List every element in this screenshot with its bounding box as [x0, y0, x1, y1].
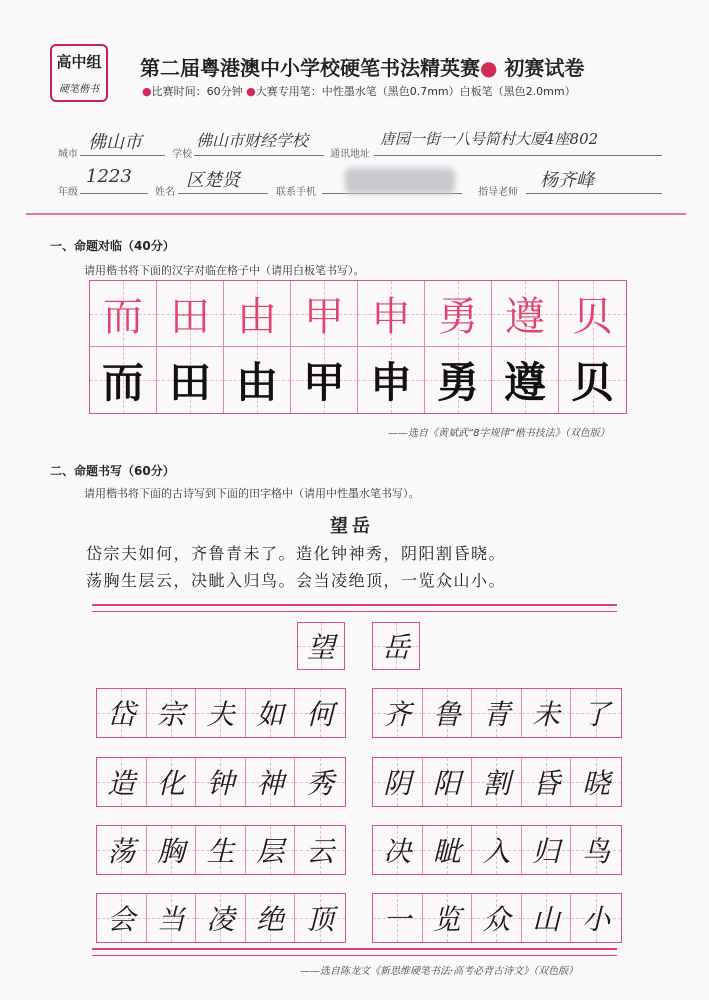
address-label: 通讯地址 [330, 149, 370, 160]
answer-cell[interactable] [472, 894, 522, 942]
school-value[interactable]: 佛山市财经学校 [196, 131, 309, 150]
written-char: 而 [101, 358, 144, 407]
answer-cell[interactable] [147, 894, 197, 942]
section1-instruction: 请用楷书将下面的汉字对临在格子中（请用白板笔书写）。 [84, 264, 365, 277]
model-char: 而 [103, 294, 143, 340]
poem-grid [96, 893, 346, 943]
written-char: 众 [482, 903, 511, 936]
model-char: 申 [371, 294, 411, 340]
answer-cell[interactable] [97, 758, 147, 806]
model-char: 遵 [505, 294, 545, 340]
written-char: 昏 [532, 767, 561, 800]
poem-grid [372, 893, 622, 943]
model-cell [291, 281, 358, 347]
name-value[interactable]: 区楚贤 [186, 170, 240, 191]
written-char: 阳 [432, 767, 461, 800]
model-char: 甲 [304, 294, 344, 340]
answer-cell[interactable] [571, 894, 621, 942]
model-char: 勇 [438, 294, 478, 340]
model-char: 田 [170, 294, 210, 340]
answer-cell[interactable] [196, 758, 246, 806]
answer-cell[interactable] [90, 347, 157, 413]
city-label: 城市 [58, 149, 78, 160]
exam-time: 比赛时间：60分钟 [151, 85, 243, 98]
written-char: 化 [156, 767, 185, 800]
title-dot: ● [480, 56, 498, 80]
city-line [80, 155, 165, 156]
badge-group: 高中组 [56, 53, 102, 71]
answer-cell[interactable] [373, 758, 423, 806]
written-char: 览 [432, 903, 461, 936]
title-grid [297, 622, 345, 670]
teacher-label: 指导老师 [478, 187, 518, 198]
city-value[interactable]: 佛山市 [88, 132, 142, 153]
exam-pens: 大赛专用笔：中性墨水笔（黑色0.7mm）白板笔（黑色2.0mm） [255, 85, 576, 98]
poem-line: 荡胸生层云，决眦入归鸟。会当凌绝顶，一览众山小。 [86, 571, 507, 590]
model-cell [492, 281, 559, 347]
model-char: 由 [237, 294, 277, 340]
answer-cell[interactable] [291, 347, 358, 413]
written-char: 造 [107, 767, 136, 800]
written-char: 齐 [383, 698, 412, 731]
written-char: 荡 [107, 835, 136, 868]
section1-source: ——选自《黄斌武“8字规律”楷书技法》（双色版） [388, 428, 610, 439]
answer-cell[interactable] [522, 826, 572, 874]
answer-cell[interactable] [522, 758, 572, 806]
answer-cell[interactable] [423, 758, 473, 806]
title-main: 第二届粤港澳中小学校硬笔书法精英赛 [140, 56, 480, 80]
written-char: 鲁 [432, 698, 461, 731]
answer-cell[interactable] [425, 347, 492, 413]
written-char: 胸 [156, 835, 185, 868]
grade-value[interactable]: 1223 [86, 166, 132, 187]
answer-cell[interactable] [423, 689, 473, 737]
answer-cell[interactable] [196, 826, 246, 874]
written-char: 申 [369, 358, 412, 407]
model-cell [425, 281, 492, 347]
phone-redacted [345, 168, 455, 194]
written-char: 了 [582, 698, 611, 731]
answer-cell[interactable] [295, 689, 345, 737]
written-char: 顶 [306, 903, 335, 936]
teacher-value[interactable]: 杨齐峰 [540, 170, 594, 191]
poem-grid [372, 757, 622, 807]
answer-cell[interactable] [224, 347, 291, 413]
written-char: 勇 [436, 358, 479, 407]
answer-cell[interactable] [196, 689, 246, 737]
poem-title: 望岳 [330, 516, 374, 537]
written-char: 晓 [582, 767, 611, 800]
address-line [374, 155, 662, 156]
poem-grid [372, 688, 622, 738]
answer-cell[interactable] [423, 894, 473, 942]
written-char: 会 [107, 903, 136, 936]
written-char: 鸟 [582, 835, 611, 868]
teacher-line [526, 193, 662, 194]
title-grid [372, 622, 420, 670]
written-char: 眦 [432, 835, 461, 868]
written-char: 如 [256, 698, 285, 731]
school-line [194, 155, 324, 156]
answer-cell[interactable] [571, 758, 621, 806]
answer-cell[interactable] [373, 826, 423, 874]
written-char: 岳 [381, 631, 410, 664]
answer-cell[interactable] [522, 689, 572, 737]
poem-grid [96, 825, 346, 875]
written-char: 夫 [206, 698, 235, 731]
written-char: 何 [306, 698, 335, 731]
answer-cell[interactable] [559, 347, 626, 413]
model-char: 贝 [572, 294, 613, 340]
written-char: 小 [582, 903, 611, 936]
address-value[interactable]: 唐园一街一八号简村大厦4座802 [380, 130, 599, 148]
poem-grid [96, 688, 346, 738]
written-char: 贝 [571, 358, 614, 407]
section2-instruction: 请用楷书将下面的古诗写到下面的田字格中（请用中性墨水笔书写）。 [84, 487, 420, 500]
answer-cell[interactable] [246, 894, 296, 942]
answer-cell[interactable] [157, 347, 224, 413]
answer-cell[interactable] [492, 347, 559, 413]
section2-title: 二、命题书写（60分） [50, 464, 175, 478]
name-line [178, 193, 268, 194]
title-suffix: 初赛试卷 [497, 56, 585, 80]
answer-cell[interactable] [246, 826, 296, 874]
divider [26, 213, 686, 215]
answer-cell[interactable] [246, 758, 296, 806]
written-char: 生 [206, 835, 235, 868]
written-char: 凌 [206, 903, 235, 936]
written-char: 甲 [302, 358, 345, 407]
answer-cell[interactable] [97, 894, 147, 942]
section2-source: ——选自陈龙文《新思维硬笔书法·高考必背古诗文》（双色版） [300, 966, 579, 977]
model-cell [157, 281, 224, 347]
written-char: 钟 [206, 767, 235, 800]
written-char: 阴 [383, 767, 412, 800]
answer-cell[interactable] [295, 826, 345, 874]
answer-cell[interactable] [97, 826, 147, 874]
written-char: 望 [306, 631, 335, 664]
written-char: 山 [532, 903, 561, 936]
answer-cell[interactable] [298, 623, 344, 669]
written-char: 遵 [503, 358, 546, 407]
poem-grid [96, 757, 346, 807]
model-cell [224, 281, 291, 347]
written-char: 云 [306, 835, 335, 868]
model-cell [90, 281, 157, 347]
written-char: 决 [383, 835, 412, 868]
model-cell [559, 281, 626, 347]
school-label: 学校 [172, 149, 192, 160]
answer-cell[interactable] [571, 826, 621, 874]
copy-grid [89, 280, 627, 414]
answer-cell[interactable] [423, 826, 473, 874]
answer-cell[interactable] [472, 689, 522, 737]
answer-cell[interactable] [97, 689, 147, 737]
written-char: 岱 [107, 698, 136, 731]
written-char: 入 [482, 835, 511, 868]
written-char: 未 [532, 698, 561, 731]
bullet-icon: ● [246, 85, 256, 98]
answer-cell[interactable] [571, 689, 621, 737]
page-title [140, 52, 584, 81]
written-char: 当 [156, 903, 185, 936]
grade-line [80, 193, 148, 194]
poem-line: 岱宗夫如何，齐鲁青未了。造化钟神秀，阴阳割昏晓。 [86, 544, 507, 563]
written-char: 绝 [256, 903, 285, 936]
decorative-rule [92, 604, 617, 612]
written-char: 青 [482, 698, 511, 731]
written-char: 一 [383, 903, 412, 936]
answer-cell[interactable] [358, 347, 425, 413]
answer-cell[interactable] [246, 689, 296, 737]
phone-label: 联系手机 [276, 187, 316, 198]
answer-cell[interactable] [147, 758, 197, 806]
answer-cell[interactable] [147, 826, 197, 874]
written-char: 层 [256, 835, 285, 868]
answer-cell[interactable] [472, 758, 522, 806]
name-label: 姓名 [155, 187, 175, 198]
bullet-icon: ● [142, 85, 152, 98]
written-char: 田 [168, 358, 211, 407]
decorative-rule [92, 948, 617, 956]
answer-cell[interactable] [295, 758, 345, 806]
written-char: 宗 [156, 698, 185, 731]
written-char: 割 [482, 767, 511, 800]
answer-cell[interactable] [472, 826, 522, 874]
answer-cell[interactable] [373, 623, 419, 669]
section1-title: 一、命题对临（40分） [50, 239, 175, 253]
written-char: 由 [235, 358, 278, 407]
poem-grid [372, 825, 622, 875]
written-char: 归 [532, 835, 561, 868]
answer-cell[interactable] [295, 894, 345, 942]
answer-cell[interactable] [373, 894, 423, 942]
written-char: 神 [256, 767, 285, 800]
answer-cell[interactable] [522, 894, 572, 942]
written-char: 秀 [306, 767, 335, 800]
answer-cell[interactable] [196, 894, 246, 942]
answer-cell[interactable] [147, 689, 197, 737]
group-badge [50, 44, 108, 102]
grade-label: 年级 [58, 187, 78, 198]
answer-cell[interactable] [373, 689, 423, 737]
exam-info [142, 83, 576, 99]
model-cell [358, 281, 425, 347]
badge-style: 硬笔楷书 [59, 84, 99, 95]
